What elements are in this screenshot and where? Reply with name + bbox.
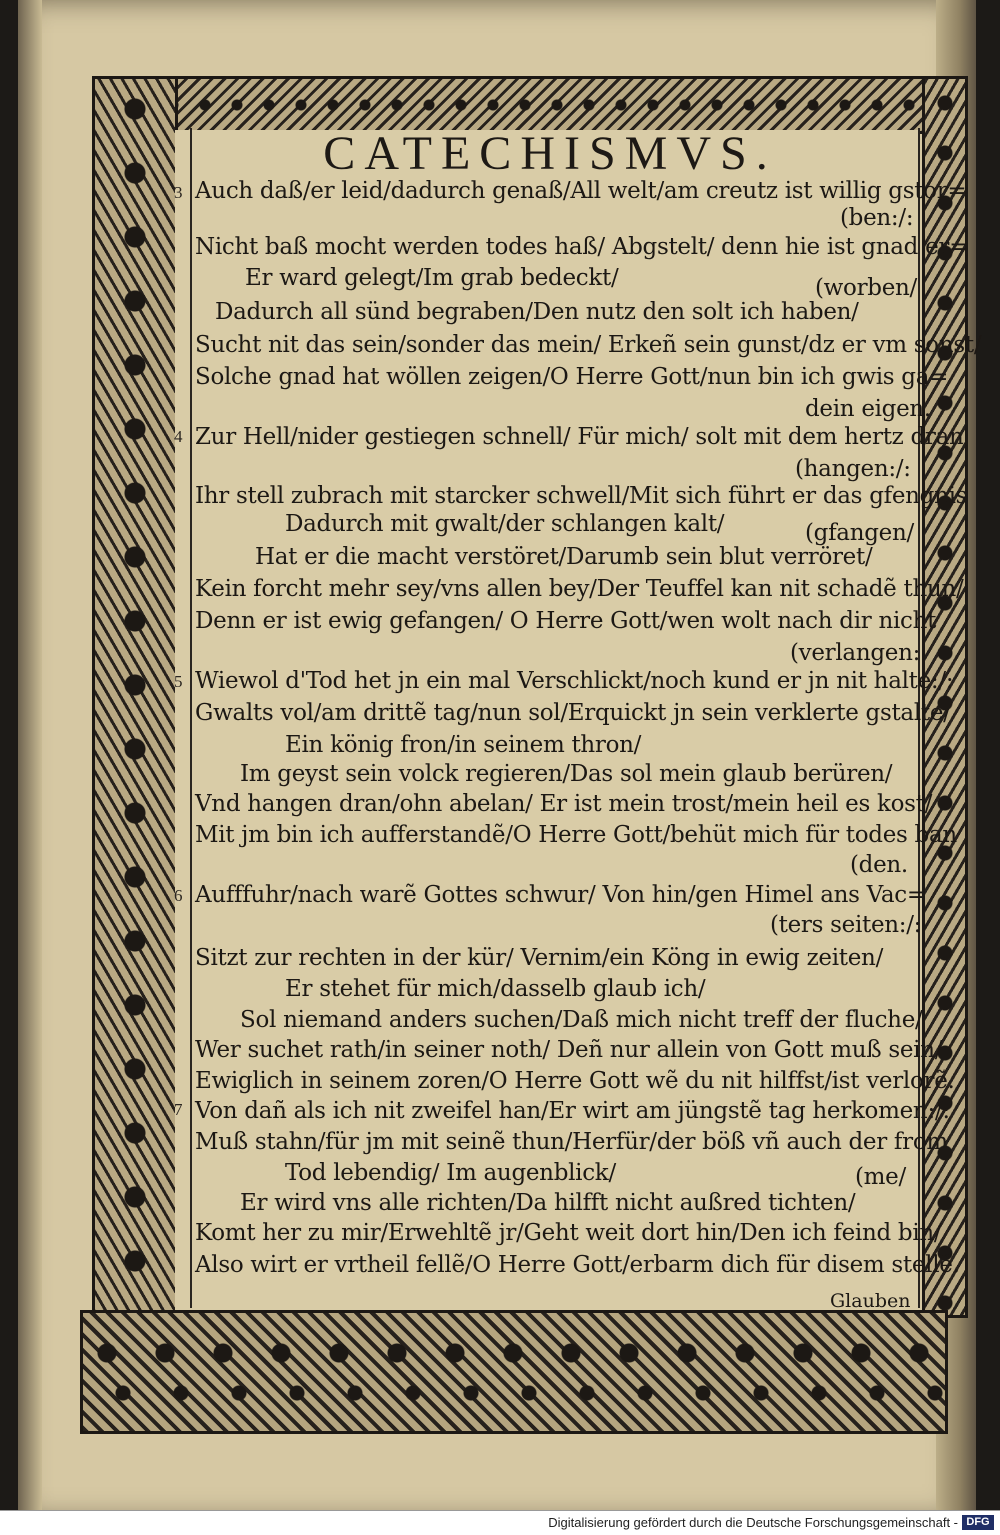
text-line: (ben:/:	[840, 205, 914, 231]
text-line: Solche gnad hat wöllen zeigen/O Herre Gott/nun bin ich gwis ga=	[195, 364, 949, 390]
margin-rule-left	[190, 128, 192, 1308]
verse-number: 7	[174, 1100, 183, 1119]
text-line: Ein könig fron/in seinem thron/	[285, 732, 642, 758]
text-line: Sol niemand anders suchen/Daß mich nicht treff der fluche/	[240, 1007, 923, 1033]
text-line: Denn er ist ewig gefangen/ O Herre Gott/wen wolt nach dir nicht	[195, 608, 937, 634]
dfg-logo[interactable]: DFG	[962, 1515, 994, 1530]
text-line: Sitzt zur rechten in der kür/ Vernim/ein Köng in ewig zeiten/	[195, 945, 884, 971]
text-line: Im geyst sein volck regieren/Das sol mein glaub berüren/	[240, 761, 893, 787]
running-title: CATECHISMVS.	[323, 127, 777, 180]
text-line: Zur Hell/nider gestiegen schnell/ Für mich/ solt mit dem hertz dran	[195, 424, 964, 450]
text-line: (me/	[855, 1164, 906, 1190]
verse-number: 5	[174, 672, 183, 691]
verse-number: 3	[174, 183, 183, 202]
ornamental-border-bottom	[80, 1310, 948, 1434]
text-line: Auch daß/er leid/dadurch genaß/All welt/am creutz ist willig gstor=	[195, 178, 967, 204]
text-line: Vnd hangen dran/ohn abelan/ Er ist mein trost/mein heil es kost/	[195, 791, 933, 817]
funding-credit: Digitalisierung gefördert durch die Deutsche Forschungsgemeinschaft -	[548, 1515, 958, 1530]
catchword: Glauben	[830, 1290, 911, 1312]
text-line: dein eigen.	[805, 396, 931, 422]
text-line: (gfangen/	[805, 520, 914, 546]
text-line: Er ward gelegt/Im grab bedeckt/	[245, 265, 619, 291]
text-line: Dadurch all sünd begraben/Den nutz den solt ich haben/	[215, 299, 859, 325]
text-line: Gwalts vol/am drittẽ tag/nun sol/Erquickt jn sein verklerte gstalte/	[195, 700, 951, 726]
text-line: (den.	[850, 852, 908, 878]
text-line: Er stehet für mich/dasselb glaub ich/	[285, 976, 706, 1002]
text-line: Er wird vns alle richten/Da hilfft nicht außred tichten/	[240, 1190, 856, 1216]
text-line: Tod lebendig/ Im augenblick/	[285, 1160, 616, 1186]
text-line: Komt her zu mir/Erwehltẽ jr/Geht weit dort hin/Den ich feind bin/	[195, 1220, 942, 1246]
page-gutter	[18, 0, 42, 1520]
text-line: (ters seiten:/:	[770, 912, 922, 938]
text-line: Sucht nit das sein/sonder das mein/ Erkeñ sein gunst/dz er vm sonst/	[195, 332, 982, 358]
text-line: Ihr stell zubrach mit starcker schwell/Mit sich führt er das gfengnis	[195, 483, 968, 509]
text-line: Kein forcht mehr sey/vns allen bey/Der Teuffel kan nit schadẽ thun/	[195, 576, 964, 602]
ornamental-border-top	[92, 76, 954, 134]
verse-number: 6	[174, 886, 183, 905]
text-line: Von dañ als ich nit zweifel han/Er wirt am jüngstẽ tag herkomen:/:	[195, 1098, 950, 1124]
text-line: (worben/	[815, 275, 917, 301]
text-line: Ewiglich in seinem zoren/O Herre Gott wẽ du nit hilffst/ist verlorẽ.	[195, 1068, 955, 1094]
text-line: Hat er die macht verstöret/Darumb sein blut verröret/	[255, 544, 873, 570]
text-line: (verlangen:	[790, 640, 921, 666]
text-line: Also wirt er vrtheil fellẽ/O Herre Gott/erbarm dich für disem stellẽ.	[195, 1252, 960, 1278]
verse-number: 4	[174, 427, 183, 446]
text-line: Muß stahn/für jm mit seinẽ thun/Herfür/der böß vñ auch der from	[195, 1129, 948, 1155]
text-line: Mit jm bin ich aufferstandẽ/O Herre Gott/behüt mich für todes ban	[195, 822, 957, 848]
text-line: Aufffuhr/nach warẽ Gottes schwur/ Von hin/gen Himel ans Vac=	[195, 882, 926, 908]
footer-bar	[0, 1510, 1000, 1535]
text-line: (hangen:/:	[795, 456, 911, 482]
ornamental-border-left	[92, 76, 178, 1318]
text-line: Wer suchet rath/in seiner noth/ Deñ nur allein von Gott muß sein/	[195, 1037, 943, 1063]
text-line: Nicht baß mocht werden todes haß/ Abgstelt/ denn hie ist gnad er=	[195, 234, 969, 260]
text-line: Wiewol d'Tod het jn ein mal Verschlickt/noch kund er jn nit halte:/:	[195, 668, 954, 694]
text-line: Dadurch mit gwalt/der schlangen kalt/	[285, 511, 725, 537]
